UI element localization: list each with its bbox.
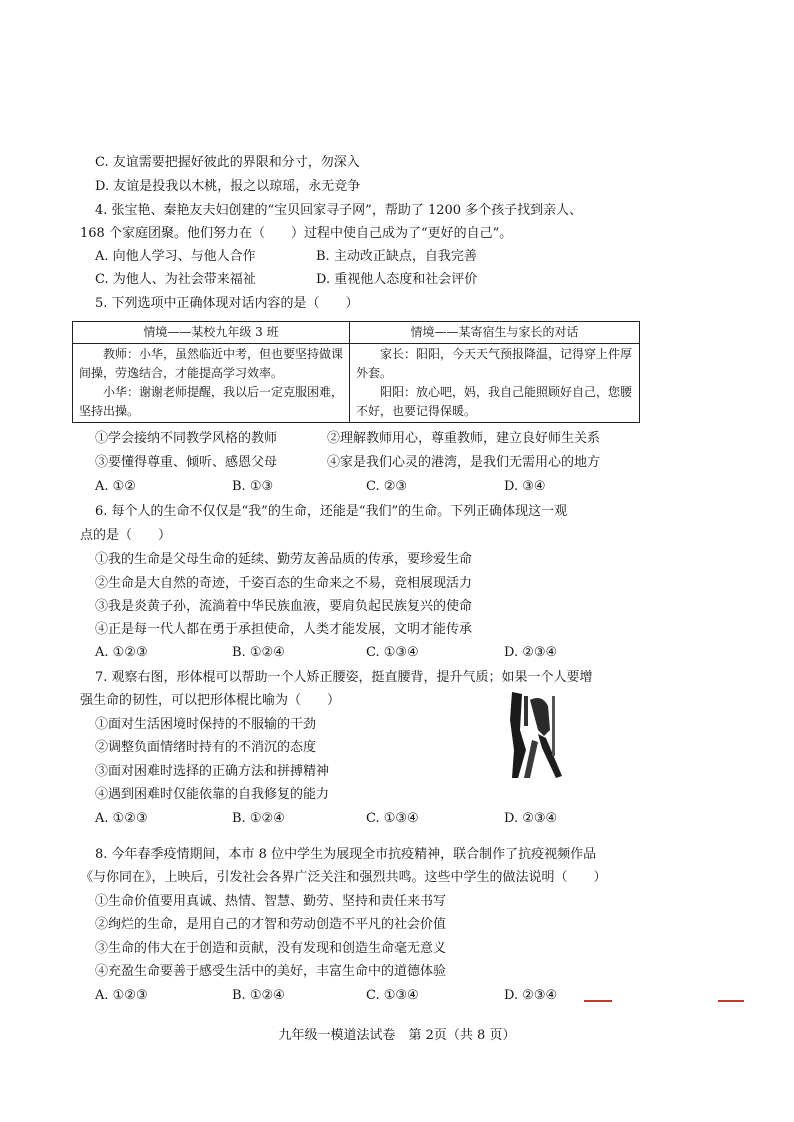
q7-statement-3: ③面对困难时选择的正确方法和拼搏精神 xyxy=(95,764,330,779)
q8-statement-4: ④充盈生命要善于感受生活中的美好，丰富生命中的道德体验 xyxy=(95,964,447,979)
left-scenario-header: 情境——某校九年级 3 班 xyxy=(73,322,350,344)
q6-statement-4: ④正是每一代人都在勇于承担使命，人类才能发展，文明才能传承 xyxy=(95,622,473,637)
q4-option-d: D. 重视他人态度和社会评价 xyxy=(316,272,478,287)
q6-statement-3: ③我是炎黄子孙，流淌着中华民族血液，要肩负起民族复兴的使命 xyxy=(95,599,473,614)
q8-stem-line2: 《与你同在》，上映后，引发社会各界广泛关注和强烈共鸣。这些中学生的做法说明（ ） xyxy=(80,870,607,885)
q5-statement-1: ①学会接纳不同教学风格的教师 xyxy=(95,431,278,446)
q5-statement-4: ④家是我们心灵的港湾，是我们无需用心的地方 xyxy=(327,455,601,470)
q8-choice-d: D. ②③④ xyxy=(504,988,558,1003)
q8-choice-b: B. ①②④ xyxy=(232,988,285,1003)
q4-stem-line1: 4. 张宝艳、秦艳友夫妇创建的“宝贝回家寻子网”，帮助了 1200 多个孩子找到亲人、 xyxy=(95,203,583,218)
q7-choice-a: A. ①②③ xyxy=(95,811,148,826)
q6-choice-b: B. ①②④ xyxy=(232,645,285,660)
q7-statement-4: ④遇到困难时仅能依靠的自我修复的能力 xyxy=(95,787,330,802)
red-mark-right xyxy=(718,1000,744,1002)
q7-choice-b: B. ①②④ xyxy=(232,811,285,826)
q7-choice-d: D. ②③④ xyxy=(504,811,558,826)
q7-statement-2: ②调整负面情绪时持有的不消沉的态度 xyxy=(95,740,317,755)
q3-option-c: C. 友谊需要把握好彼此的界限和分寸，勿深入 xyxy=(95,155,360,170)
q8-stem-line1: 8. 今年春季疫情期间，本市 8 位中学生为展现全市抗疫精神，联合制作了抗疫视频作品 xyxy=(95,847,597,862)
red-mark-left xyxy=(584,1000,612,1002)
q5-choice-d: D. ③④ xyxy=(504,479,546,494)
q6-stem-line1: 6. 每个人的生命不仅仅是“我”的生命，还能是“我们”的生命。下列正确体现这一观 xyxy=(95,504,568,519)
q6-choice-d: D. ②③④ xyxy=(504,645,558,660)
q5-stem: 5. 下列选项中正确体现对话内容的是（ ） xyxy=(95,296,359,311)
left-scenario-dialogue xyxy=(73,344,350,423)
q4-option-a: A. 向他人学习、与他人合作 xyxy=(95,249,256,264)
posture-stick-figure-image xyxy=(508,690,570,782)
q8-choice-c: C. ①③④ xyxy=(366,988,419,1003)
q6-statement-1: ①我的生命是父母生命的延续、勤劳友善品质的传承，要珍爱生命 xyxy=(95,552,473,567)
q6-statement-2: ②生命是大自然的奇迹，千姿百态的生命来之不易，竞相展现活力 xyxy=(95,576,473,591)
q7-stem-line1: 7. 观察右图，形体棍可以帮助一个人矫正腰姿，挺直腰背，提升气质；如果一个人要增 xyxy=(95,670,593,685)
right-scenario-dialogue xyxy=(350,344,640,423)
q8-statement-2: ②绚烂的生命，是用自己的才智和劳动创造不平凡的社会价值 xyxy=(95,917,447,932)
teacher-line: 教师：小华，虽然临近中考，但也要坚持做课间操，劳逸结合，才能提高学习效率。 xyxy=(79,347,344,380)
scenario-table xyxy=(72,321,640,423)
q3-option-d: D. 友谊是投我以木桃，报之以琼瑶，永无竞争 xyxy=(95,179,361,194)
q6-stem-line2: 点的是（ ） xyxy=(80,528,172,543)
q7-statement-1: ①面对生活困境时保持的不服输的干劲 xyxy=(95,717,317,732)
q4-option-b: B. 主动改正缺点，自我完善 xyxy=(316,249,477,264)
right-scenario-header: 情境——某寄宿生与家长的对话 xyxy=(350,322,640,344)
q6-choice-c: C. ①③④ xyxy=(366,645,419,660)
q5-choice-b: B. ①③ xyxy=(232,479,274,494)
yangyang-line: 阳阳：放心吧，妈，我自己能照顾好自己，您腰不好，也要记得保暖。 xyxy=(356,385,633,418)
q6-choice-a: A. ①②③ xyxy=(95,645,148,660)
student-line: 小华：谢谢老师提醒，我以后一定克服困难，坚持出操。 xyxy=(79,385,344,418)
q4-stem-line2: 168 个家庭团聚。他们努力在（ ）过程中使自己成为了“更好的自己”。 xyxy=(80,226,513,241)
q8-choice-a: A. ①②③ xyxy=(95,988,148,1003)
q8-statement-1: ①生命价值要用真诚、热情、智慧、勤劳、坚持和责任来书写 xyxy=(95,894,447,909)
parent-line: 家长：阳阳，今天天气预报降温，记得穿上件厚外套。 xyxy=(356,347,633,380)
q7-choice-c: C. ①③④ xyxy=(366,811,419,826)
page-footer: 九年级一模道法试卷 第 2页（共 8 页） xyxy=(278,1028,516,1043)
q4-option-c: C. 为他人、为社会带来福祉 xyxy=(95,272,256,287)
q5-choice-c: C. ②③ xyxy=(366,479,408,494)
q5-statement-2: ②理解教师用心，尊重教师，建立良好师生关系 xyxy=(327,431,601,446)
q5-statement-3: ③要懂得尊重、倾听、感恩父母 xyxy=(95,455,278,470)
q5-choice-a: A. ①② xyxy=(95,479,136,494)
q8-statement-3: ③生命的伟大在于创造和贡献，没有发现和创造生命毫无意义 xyxy=(95,941,447,956)
q7-stem-line2: 强生命的韧性，可以把形体棍比喻为（ ） xyxy=(80,693,341,708)
